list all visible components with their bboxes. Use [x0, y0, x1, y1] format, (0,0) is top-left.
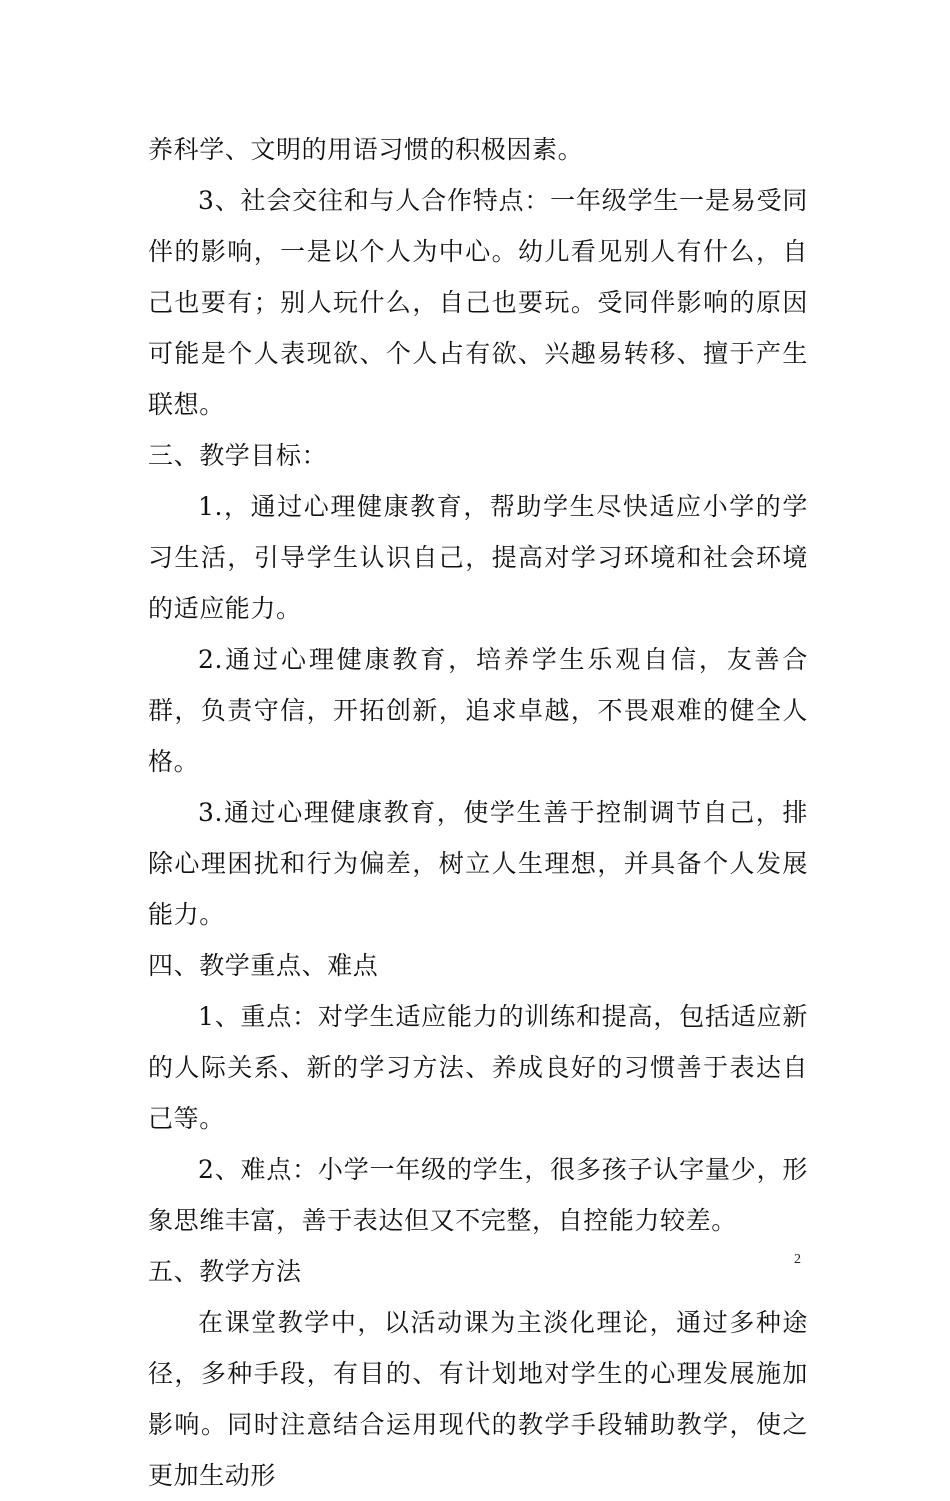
- goal-item-3: 3.通过心理健康教育，使学生善于控制调节自己，排除心理困扰和行为偏差，树立人生理想，并具备个人发展能力。: [148, 798, 808, 929]
- goal-item-1: 1.，通过心理健康教育，帮助学生尽快适应小学的学习生活，引导学生认识自己，提高对学习环境和社会环境的适应能力。: [148, 492, 808, 623]
- goal-item-2: 2.通过心理健康教育，培养学生乐观自信，友善合群，负责守信，开拓创新，追求卓越，不畏艰难的健全人格。: [148, 645, 808, 776]
- section-heading-key-points: 四、教学重点、难点: [148, 951, 379, 980]
- paragraph-social-characteristics: 3、社会交往和与人合作特点：一年级学生一是易受同伴的影响，一是以个人为中心。幼儿看见别人有什么，自己也要有；别人玩什么，自己也要玩。受同伴影响的原因可能是个人表现欲、个人占有欲、兴趣易转移、擅于产生联想。: [148, 186, 808, 419]
- paragraph-continuation: 养科学、文明的用语习惯的积极因素。: [148, 135, 584, 164]
- document-body: [148, 124, 808, 1501]
- section-heading-teaching-methods: 五、教学方法: [148, 1257, 302, 1286]
- page-number: 2: [794, 1252, 801, 1267]
- difficulty-item: 2、难点：小学一年级的学生，很多孩子认字量少，形象思维丰富，善于表达但又不完整，自控能力较差。: [148, 1155, 808, 1235]
- section-heading-teaching-goals: 三、教学目标：: [148, 441, 328, 470]
- key-point-item: 1、重点：对学生适应能力的训练和提高，包括适应新的人际关系、新的学习方法、养成良好的习惯善于表达自己等。: [148, 1002, 808, 1133]
- paragraph-teaching-methods: 在课堂教学中，以活动课为主淡化理论，通过多种途径，多种手段，有目的、有计划地对学生的心理发展施加影响。同时注意结合运用现代的教学手段辅助教学，使之更加生动形: [148, 1308, 808, 1490]
